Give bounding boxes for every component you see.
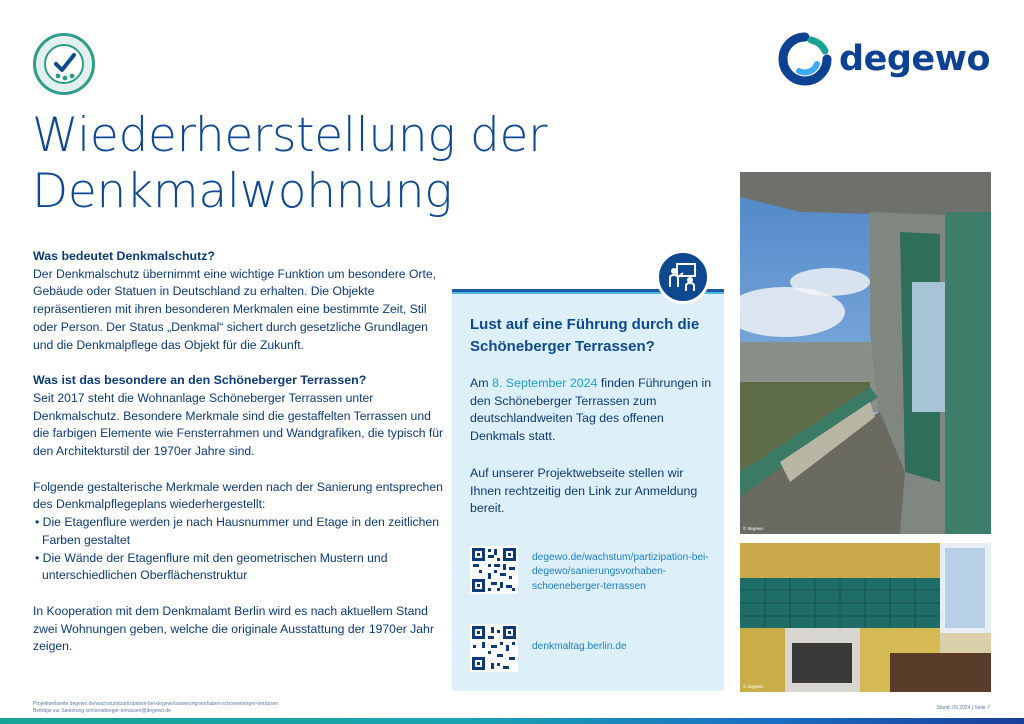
qr-code-icon[interactable] [470, 546, 518, 594]
presentation-icon [656, 250, 710, 304]
footer-line: Beiträge zur Sanierung schoeneberger-terrassen@degewo.de [33, 707, 171, 714]
degewo-logo-mark-icon [777, 31, 833, 87]
heading-terrassen: Was ist das besondere an den Schöneberger Terrassen? [33, 373, 367, 388]
paragraph-denkmalschutz: Der Denkmalschutz übernimmt eine wichtige Funktion um besondere Orte, Gebäude oder Statuen in Deutschland zu erhalten. Die Objekte repräsentieren mit ihren besonderen Merkmalen eine bestimmte Zeit, Stil oder Person. Der Status „Denkmal“ sichert durch gesetzliche Grundlagen und die Denkmalpflege das Objekt für die Zukunft. [33, 266, 437, 352]
footer-gradient-bar [0, 718, 1024, 724]
footer-line: Projektwebseite degewo.de/wachstum/partizipation-bei-degewo/sanierungsvorhaben-schoeneberger-terrassen [33, 701, 279, 707]
page-title-line1: Wiederherstellung der [32, 108, 548, 163]
footer-page-info: Stand: 09.2024 | Seite 7 [936, 705, 990, 711]
list-item: • Die Etagenflure werden je nach Hausnummer und Etage in den zeitlichen Farben gestaltet [35, 515, 439, 547]
degewo-logo [777, 30, 990, 88]
photo-credit: © degewo [743, 526, 764, 531]
participation-check-icon [36, 36, 92, 92]
photo-credit: © degewo [743, 684, 764, 689]
left-column [33, 248, 448, 656]
degewo-logo-text: degewo [839, 39, 990, 79]
panel-paragraph-webseite: Auf unserer Projektwebseite stellen wir Ihnen rechtzeitig den Link zur Anmeldung bereit. [470, 466, 698, 516]
fuehrung-panel [452, 289, 724, 691]
participation-badge [33, 33, 95, 95]
denkmaltag-link[interactable]: denkmaltag.berlin.de [532, 641, 627, 652]
balcony-photo [740, 172, 991, 534]
qr-code-icon[interactable] [470, 624, 518, 672]
page-title [32, 108, 632, 220]
merkmale-list [33, 514, 448, 585]
paragraph-merkmale: Folgende gestalterische Merkmale werden nach der Sanierung entsprechen des Denkmalpflegeplans wiederhergestellt: [33, 479, 443, 512]
paragraph-kooperation: In Kooperation mit dem Denkmalamt Berlin wird es nach aktuellem Stand zwei Wohnungen geben, welche die originale Ausstattung der 1970er Jahr zeigen. [33, 603, 434, 654]
projekt-link[interactable]: degewo.de/wachstum/partizipation-bei-degewo/sanierungsvorhaben-schoeneberger-terrassen [532, 552, 709, 592]
panel-heading: Lust auf eine Führung durch die Schöneberger Terrassen? [470, 316, 700, 355]
paragraph-terrassen: Seit 2017 steht die Wohnanlage Schöneberger Terrassen unter Denkmalschutz. Besondere Merkmale sind die gestaffelten Terrassen und die farbigen Elemente wie Fensterrahmen und Wandgrafiken, die typisch für den Architekturstil der 1970er Jahre sind. [33, 390, 444, 459]
page-title-line2: Denkmalwohnung [32, 164, 453, 219]
panel-paragraph-date: Am 8. September 2024 finden Führungen in den Schöneberger Terrassen zum deutschlandweiten Tag des offenen Denkmals statt. [470, 376, 712, 444]
event-date: 8. September 2024 [492, 376, 598, 390]
heading-denkmalschutz: Was bedeutet Denkmalschutz? [33, 249, 215, 263]
kitchen-photo [740, 543, 991, 692]
list-item: • Die Wände der Etagenflure mit den geometrischen Mustern und unterschiedlichen Oberflächenstruktur [35, 550, 388, 583]
footer-notes [33, 701, 278, 714]
